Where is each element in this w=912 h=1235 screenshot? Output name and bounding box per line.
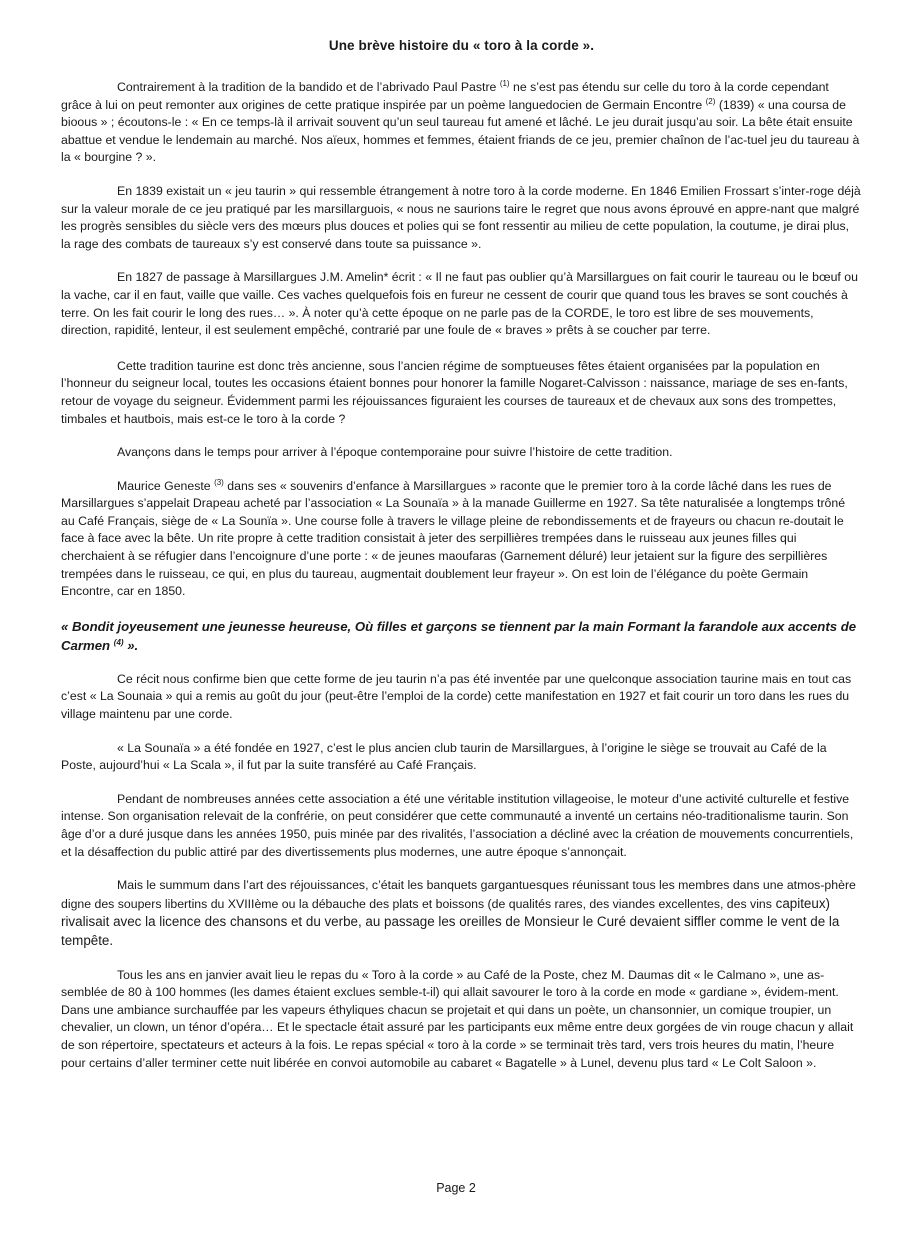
paragraph-6-text-b: dans ses « souvenirs d’enfance à Marsillargues » raconte que le premier toro à la corde lâché dans les rues de Marsillargues s’appelait Drapeau acheté par l’association « La Sounaïa » à la manade Guillerme en 1927. Sa tête naturalisée a longtemps trôné au Café Français, siège de « La Sounïa ». Une course folle à travers le village pleine de rebondissements et de frayeurs ou chacun re-doutait le face à face avec la bête. Un rite propre à cette tradition consistait à jeter des serpillières trempées dans le ruisseau aux jeunes filles qui cherchaient à se réfugier dans l’encoignure d’une porte : « de jeunes maoufaras (Garnement déluré) leur jetaient sur la figure des serpillières trempées dans le ruisseau, ce qui, en plus du taureau, augmentait doublement leur frayeur ». On est loin de l’élégance du poète Germain Encontre, car en 1850.	[61, 478, 846, 599]
poem-quote	[61, 617, 862, 655]
footnote-ref-1: (1)	[499, 79, 510, 88]
paragraph-10	[61, 877, 862, 950]
footnote-ref-4: (4)	[113, 637, 124, 647]
poem-quote-text-a: « Bondit joyeusement une jeunesse heureuse, Où filles et garçons se tiennent par la main Formant la farandole aux accents de Carmen	[61, 618, 857, 653]
paragraph-3: En 1827 de passage à Marsillargues J.M. Amelin* écrit : « Il ne faut pas oublier qu’à Marsillargues on fait courir le taureau ou le bœuf ou la vache, car il en faut, vaille que vaille. Ces vaches quelquefois fois en fureur ne cessent de courir que quand tous les braves se sont couchés à terre. On les fait courir le long des rues… ». À noter qu’à cette époque on ne parle pas de la CORDE, le toro est libre de ses mouvements, direction, rapidité, lenteur, il est seulement empêché, contrarié par une foule de « braves » prêts à se coucher par terre.	[61, 270, 858, 338]
paragraph-5: Avançons dans le temps pour arriver à l’époque contemporaine pour suivre l’histoire de cette tradition.	[117, 445, 673, 460]
paragraph-2: En 1839 existait un « jeu taurin » qui ressemble étrangement à notre toro à la corde moderne. En 1846 Emilien Frossart s’inter-roge déjà sur la valeur morale de ce jeu pratiqué par les marsillarguois, « nous ne saurions taire le regret que nous avons éprouvé en appre-nant que malgré les progrès sensibles du siècle vers des mœurs plus douces et polies qui se font ressentir au milieu de cette population, la coutume, je dirai plus, la rage des combats de taureaux s’y est conservé dans toute sa puissance ».	[61, 183, 861, 251]
paragraph-6	[61, 478, 862, 601]
footnote-ref-2: (2)	[705, 96, 716, 106]
paragraph-11: Tous les ans en janvier avait lieu le repas du « Toro à la corde » au Café de la Poste, chez M. Daumas dit « le Calmano », une as-semblée de 80 à 100 hommes (les dames étaient exclues semble-t-il) qui allait savourer le toro à la corde en mode « gardiane », évidem-ment. Dans une ambiance surchauffée par les vapeurs éthyliques chacun se projetait et qui dans un poète, un chansonnier, un comique troupier, un chevalier, un clown, un ténor d’opéra… Et le spectacle était assuré par les participants eux même entre deux gorgées de vin rouge chacun y allait de son répertoire, spectateurs et acteurs à la fois. Le repas spécial « toro à la corde » se terminait très tard, vers trois heures du matin, l’heure pour certains d’aller terminer cette nuit libérée en convoi automobile au cabaret « Bagatelle » à Lunel, devenu plus tard « Le Colt Saloon ».	[61, 967, 854, 1070]
footnote-ref-3: (3)	[214, 477, 224, 487]
paragraph-8: « La Sounaïa » a été fondée en 1927, c’est le plus ancien club taurin de Marsillargues, à l’origine le siège se trouvait au Café de la Poste, aujourd’hui « La Scala », il fut par la suite transféré au Café Français.	[61, 740, 827, 773]
paragraph-10-text-b: capiteux) rivalisait avec la licence des chansons et du verbe, au passage les oreilles de Monsieur le Curé devaient siffler comme le vent de la tempête.	[61, 895, 840, 948]
page-title: Une brève histoire du « toro à la corde ».	[328, 38, 595, 53]
paragraph-1-text-a: Contrairement à la tradition de la bandido et de l’abrivado Paul Pastre	[117, 80, 500, 94]
paragraph-1-text-c: (1839) « una coursa de bioous » ; écoutons-le : « En ce temps-là il arrivait souvent qu’un seul taureau fut amené et lâché. Le jeu durait jusqu’au soir. La bête était ensuite abattue et vendue le lendemain au marché. Nos aïeux, hommes et femmes, étaient friands de ce jeu, premier chaînon de l’ac-tuel jeu du taureau à la « bourgine ? ».	[61, 97, 860, 165]
page-number: Page 2	[436, 1181, 476, 1195]
paragraph-4: Cette tradition taurine est donc très ancienne, sous l’ancien régime de somptueuses fêtes étaient organisées par la population en l’honneur du seigneur local, toutes les occasions étaient bonnes pour honorer la famille Nogaret-Calvisson : naissance, mariage de ses en-fants, retour de voyage du seigneur. Évidemment parmi les réjouissances figuraient les courses de taureaux et de chevaux aux sons des trompettes, timbales et hautbois, mais est-ce le toro à la corde ?	[61, 358, 848, 426]
paragraph-10-text-a: Mais le summum dans l’art des réjouissances, c’était les banquets gargantuesques réunissant tous les membres dans une atmos-phère digne des soupers libertins du XVIIIème ou la débauche des plats et boissons (de qualités rares, des viandes excellentes, des vins	[61, 878, 856, 911]
paragraph-1-text-b: ne s’est pas étendu sur celle du toro à la corde cependant grâce à lui on peut remonter aux origines de cette pratique inspirée par un poème languedocien de Germain Encontre	[61, 80, 829, 112]
paragraph-1	[61, 79, 862, 167]
paragraph-6-text-a: Maurice Geneste	[117, 478, 215, 493]
paragraph-9: Pendant de nombreuses années cette association a été une véritable institution villageoise, le moteur d’une activité culturelle et festive intense. Son organisation relevait de la confrérie, on peut considérer que cette communauté a inventé un certains néo-traditionalisme taurin. Son âge d’or a duré jusque dans les années 1950, puis minée par des rivalités, l’association a décliné avec la création de mouvements concurrentiels, et la désaffection du public attiré par des divertissements plus modernes, une autre époque s’annonçait.	[61, 791, 854, 859]
poem-quote-text-b: ».	[123, 637, 139, 653]
paragraph-7: Ce récit nous confirme bien que cette forme de jeu taurin n’a pas été inventée par une quelconque association taurine mais en tout cas c’est « La Sounaia » qui a remis au goût du jour (peut-être l’emploi de la corde) cette manifestation en 1927 et fait courir un toro dans les rues du village maintenu par une corde.	[61, 671, 852, 722]
